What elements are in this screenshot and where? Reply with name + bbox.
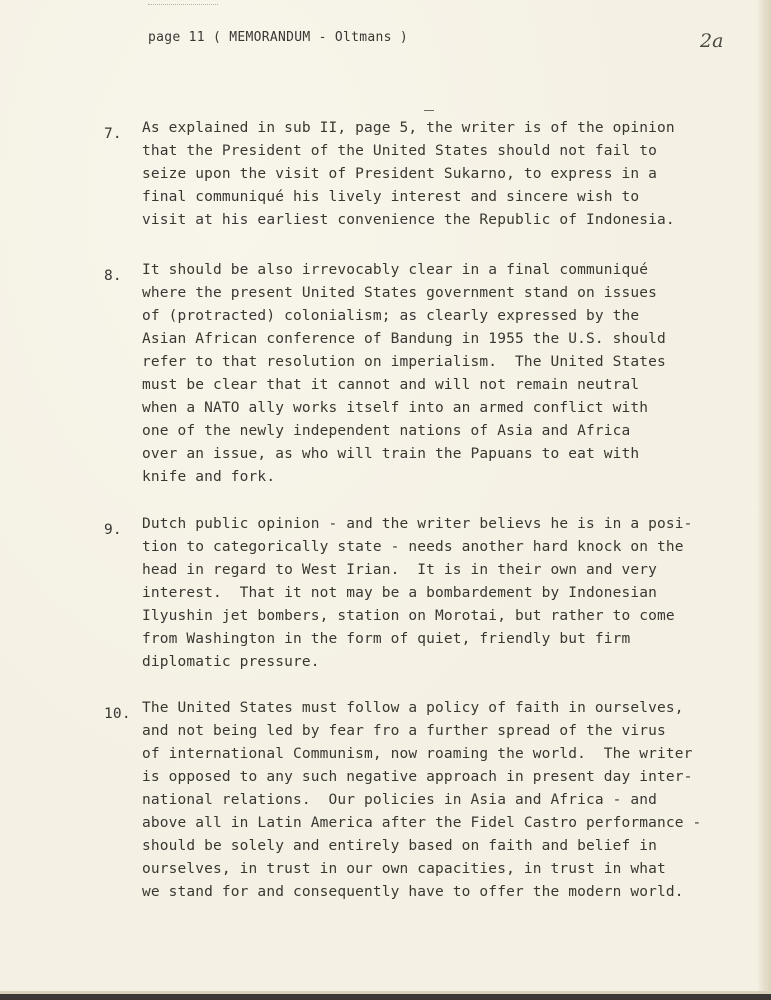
paragraph-10-line: The United States must follow a policy of faith in ourselves, (142, 700, 684, 716)
paper-edge-shadow (757, 0, 771, 1000)
paragraph-8-line: must be clear that it cannot and will not remain neutral (142, 377, 640, 393)
paragraph-8-line: one of the newly independent nations of Asia and Africa (142, 423, 631, 439)
paragraph-10-line: above all in Latin America after the Fidel Castro performance - (142, 815, 702, 831)
paragraph-10-line: ourselves, in trust in our own capacities, in trust in what (142, 861, 666, 877)
paragraph-7-line: that the President of the United States should not fail to (142, 143, 658, 159)
paragraph-10-line: and not being led by fear fro a further spread of the virus (142, 723, 666, 739)
paragraph-number-9: 9. (104, 522, 122, 538)
handwritten-page-mark: 2a (700, 30, 724, 52)
paragraph-10-line: of international Communism, now roaming the world. The writer (142, 746, 693, 762)
paragraph-9-line: Dutch public opinion - and the writer believs he is in a posi- (142, 516, 693, 532)
paragraph-10-line: should be solely and entirely based on faith and belief in (142, 838, 658, 854)
paragraph-number-10: 10. (104, 706, 131, 722)
paragraph-7-line: final communiqué his lively interest and sincere wish to (142, 189, 640, 205)
paragraph-7-line: seize upon the visit of President Sukarno, to express in a (142, 166, 658, 182)
paragraph-8-line: It should be also irrevocably clear in a final communiqué (142, 262, 649, 278)
paragraph-8-line: Asian African conference of Bandung in 1955 the U.S. should (142, 331, 666, 347)
paragraph-8-line: knife and fork. (142, 469, 276, 485)
paragraph-9-line: tion to categorically state - needs another hard knock on the (142, 539, 684, 555)
paragraph-10-line: we stand for and consequently have to offer the modern world. (142, 884, 684, 900)
scan-bottom-border (0, 994, 771, 1000)
paragraph-9-line: Ilyushin jet bombers, station on Morotai, but rather to come (142, 608, 675, 624)
paragraph-8-line: refer to that resolution on imperialism. The United States (142, 354, 666, 370)
paragraph-7-line: visit at his earliest convenience the Republic of Indonesia. (142, 212, 675, 228)
paragraph-7-line: As explained in sub II, page 5, the writer is of the opinion (142, 120, 675, 136)
paragraph-number-8: 8. (104, 268, 122, 284)
paragraph-9-line: interest. That it not may be a bombardement by Indonesian (142, 585, 658, 601)
paragraph-9-line: from Washington in the form of quiet, friendly but firm (142, 631, 631, 647)
paragraph-10-line: is opposed to any such negative approach in present day inter- (142, 769, 693, 785)
center-tick-mark (424, 110, 434, 111)
top-margin-dashes (148, 4, 218, 9)
paragraph-10-line: national relations. Our policies in Asia and Africa - and (142, 792, 658, 808)
paragraph-9-line: head in regard to West Irian. It is in their own and very (142, 562, 658, 578)
paragraph-number-7: 7. (104, 126, 122, 142)
paragraph-8-line: over an issue, as who will train the Papuans to eat with (142, 446, 640, 462)
paragraph-9-line: diplomatic pressure. (142, 654, 320, 670)
paragraph-8-line: when a NATO ally works itself into an armed conflict with (142, 400, 649, 416)
page-header: page 11 ( MEMORANDUM - Oltmans ) (148, 30, 409, 45)
paragraph-8-line: of (protracted) colonialism; as clearly expressed by the (142, 308, 640, 324)
paragraph-8-line: where the present United States government stand on issues (142, 285, 658, 301)
